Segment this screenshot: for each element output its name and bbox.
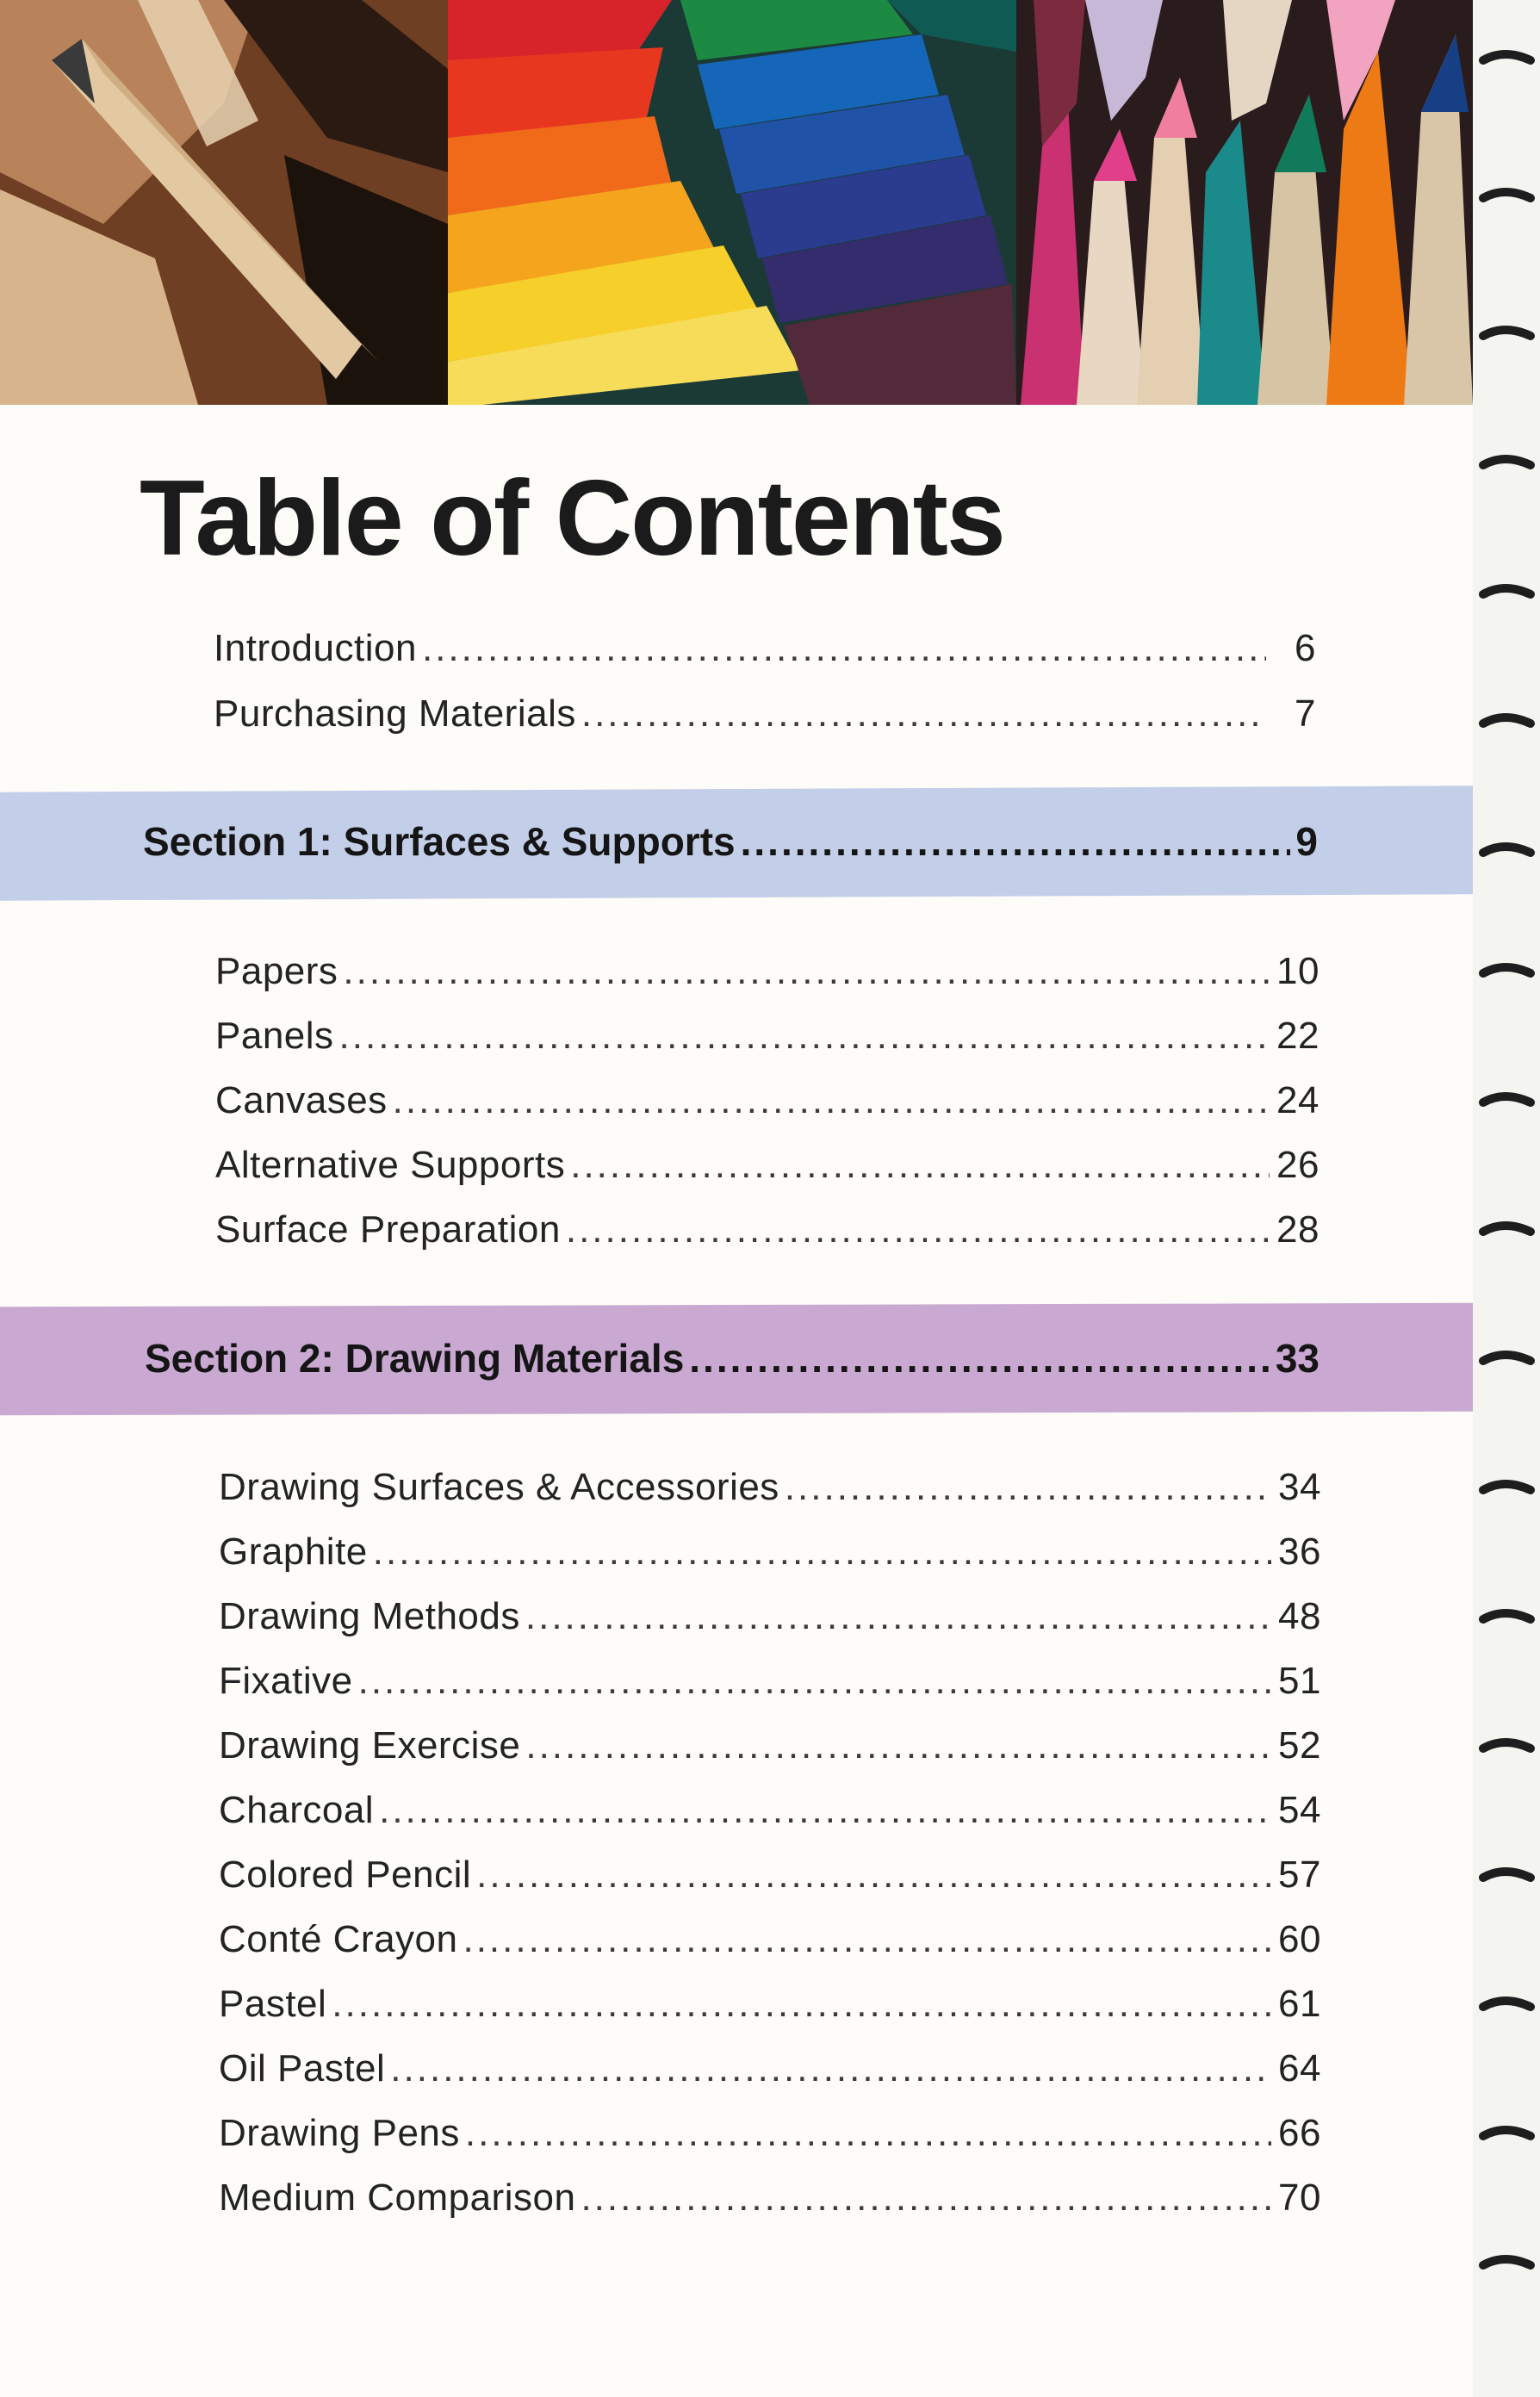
- toc-entry-page: 22: [1276, 1015, 1320, 1057]
- dot-leader: [570, 1144, 1270, 1187]
- dot-leader: [566, 1208, 1270, 1251]
- toc-entry: [219, 2047, 1321, 2099]
- toc-entry-label: Drawing Methods: [219, 1595, 520, 1637]
- dot-leader: [390, 2047, 1271, 2090]
- toc-entry-page: 60: [1278, 1918, 1321, 1960]
- toc-entry-label: Conté Crayon: [219, 1918, 458, 1960]
- toc-entry: [215, 1079, 1320, 1131]
- dot-leader: [525, 1724, 1271, 1767]
- toc-entry-label: Colored Pencil: [219, 1854, 472, 1896]
- toc-entry-page: 52: [1278, 1724, 1321, 1767]
- dot-leader: [339, 1015, 1270, 1058]
- dot-leader: [581, 2177, 1271, 2220]
- dot-leader: [373, 1531, 1271, 1574]
- toc-entry-label: Drawing Exercise: [219, 1724, 521, 1767]
- dot-leader: [393, 1079, 1270, 1122]
- spiral-binding: [1473, 0, 1540, 2397]
- dot-leader: [463, 1918, 1271, 1961]
- toc-entry-page: 48: [1278, 1595, 1321, 1637]
- pastel-sticks-photo: [448, 0, 1016, 405]
- toc-entry-page: 6: [1295, 627, 1316, 669]
- toc-entry-page: 61: [1278, 1983, 1321, 2025]
- dot-leader: [358, 1660, 1271, 1703]
- toc-entry: [219, 1660, 1321, 1711]
- toc-entry: [219, 1531, 1321, 1582]
- dot-leader: [581, 692, 1266, 736]
- toc-entry-label: Papers: [215, 950, 338, 992]
- toc-entry-label: Panels: [215, 1015, 334, 1057]
- dot-leader: [465, 2112, 1271, 2155]
- toc-entry-page: 64: [1278, 2047, 1321, 2090]
- toc-entry-page: 34: [1278, 1466, 1321, 1508]
- colored-pencils-photo: [1016, 0, 1473, 405]
- dot-leader: [379, 1789, 1271, 1832]
- toc-entry-label: Fixative: [219, 1660, 353, 1702]
- toc-entry-label: Alternative Supports: [215, 1144, 566, 1186]
- header-photo-strip: [0, 0, 1473, 405]
- toc-entry: [219, 2112, 1321, 2164]
- section-label: Section 2: Drawing Materials: [145, 1336, 685, 1381]
- dot-leader: [343, 950, 1270, 993]
- toc-entry-label: Drawing Surfaces & Accessories: [219, 1466, 779, 1508]
- toc-entry-label: Surface Preparation: [215, 1208, 561, 1251]
- toc-entry-label: Graphite: [219, 1531, 368, 1573]
- toc-entry-label: Medium Comparison: [219, 2177, 576, 2219]
- page-title: Table of Contents: [140, 459, 1004, 578]
- dot-leader: [689, 1335, 1270, 1382]
- dot-leader: [785, 1466, 1271, 1509]
- toc-entry: [219, 1983, 1321, 2034]
- toc-entry: [214, 627, 1316, 679]
- section-page: 9: [1295, 819, 1318, 864]
- toc-entry: [215, 1208, 1320, 1260]
- toc-entry: [215, 1015, 1320, 1066]
- toc-entry: [214, 692, 1316, 744]
- toc-entry-label: Drawing Pens: [219, 2112, 460, 2154]
- toc-entry-page: 7: [1295, 692, 1316, 735]
- toc-entry-label: Introduction: [214, 627, 417, 669]
- toc-entry: [219, 1854, 1321, 1905]
- toc-entry-page: 26: [1276, 1144, 1320, 1186]
- section-page: 33: [1275, 1336, 1320, 1381]
- toc-entry: [219, 1789, 1321, 1841]
- toc-entry-page: 51: [1278, 1660, 1321, 1702]
- toc-entry: [219, 2177, 1321, 2228]
- toc-entry: [219, 1918, 1321, 1970]
- toc-entry-page: 66: [1278, 2112, 1321, 2154]
- toc-entry: [219, 1724, 1321, 1776]
- toc-entry-label: Purchasing Materials: [214, 692, 576, 735]
- toc-entry-label: Oil Pastel: [219, 2047, 386, 2090]
- toc-entry-page: 70: [1278, 2177, 1321, 2219]
- toc-entry-page: 28: [1276, 1208, 1320, 1251]
- dot-leader: [476, 1854, 1271, 1897]
- dot-leader: [422, 627, 1266, 670]
- toc-entry-label: Pastel: [219, 1983, 327, 2025]
- toc-entry: [215, 1144, 1320, 1195]
- toc-entry-label: Canvases: [215, 1079, 388, 1121]
- toc-entry-page: 10: [1276, 950, 1320, 992]
- toc-entry-page: 36: [1278, 1531, 1321, 1573]
- toc-entry-page: 57: [1278, 1854, 1321, 1896]
- toc-entry: [219, 1595, 1321, 1647]
- dot-leader: [332, 1983, 1271, 2026]
- section-heading: [145, 1335, 1320, 1382]
- dot-leader: [525, 1595, 1271, 1638]
- section-heading: [143, 818, 1318, 865]
- toc-entry-page: 54: [1278, 1789, 1321, 1831]
- toc-entry: [219, 1466, 1321, 1518]
- toc-entry: [215, 950, 1320, 1002]
- sharpened-pencil-photo: [0, 0, 448, 405]
- section-label: Section 1: Surfaces & Supports: [143, 819, 736, 864]
- toc-entry-label: Charcoal: [219, 1789, 375, 1831]
- toc-entry-page: 24: [1276, 1079, 1320, 1121]
- dot-leader: [741, 818, 1291, 865]
